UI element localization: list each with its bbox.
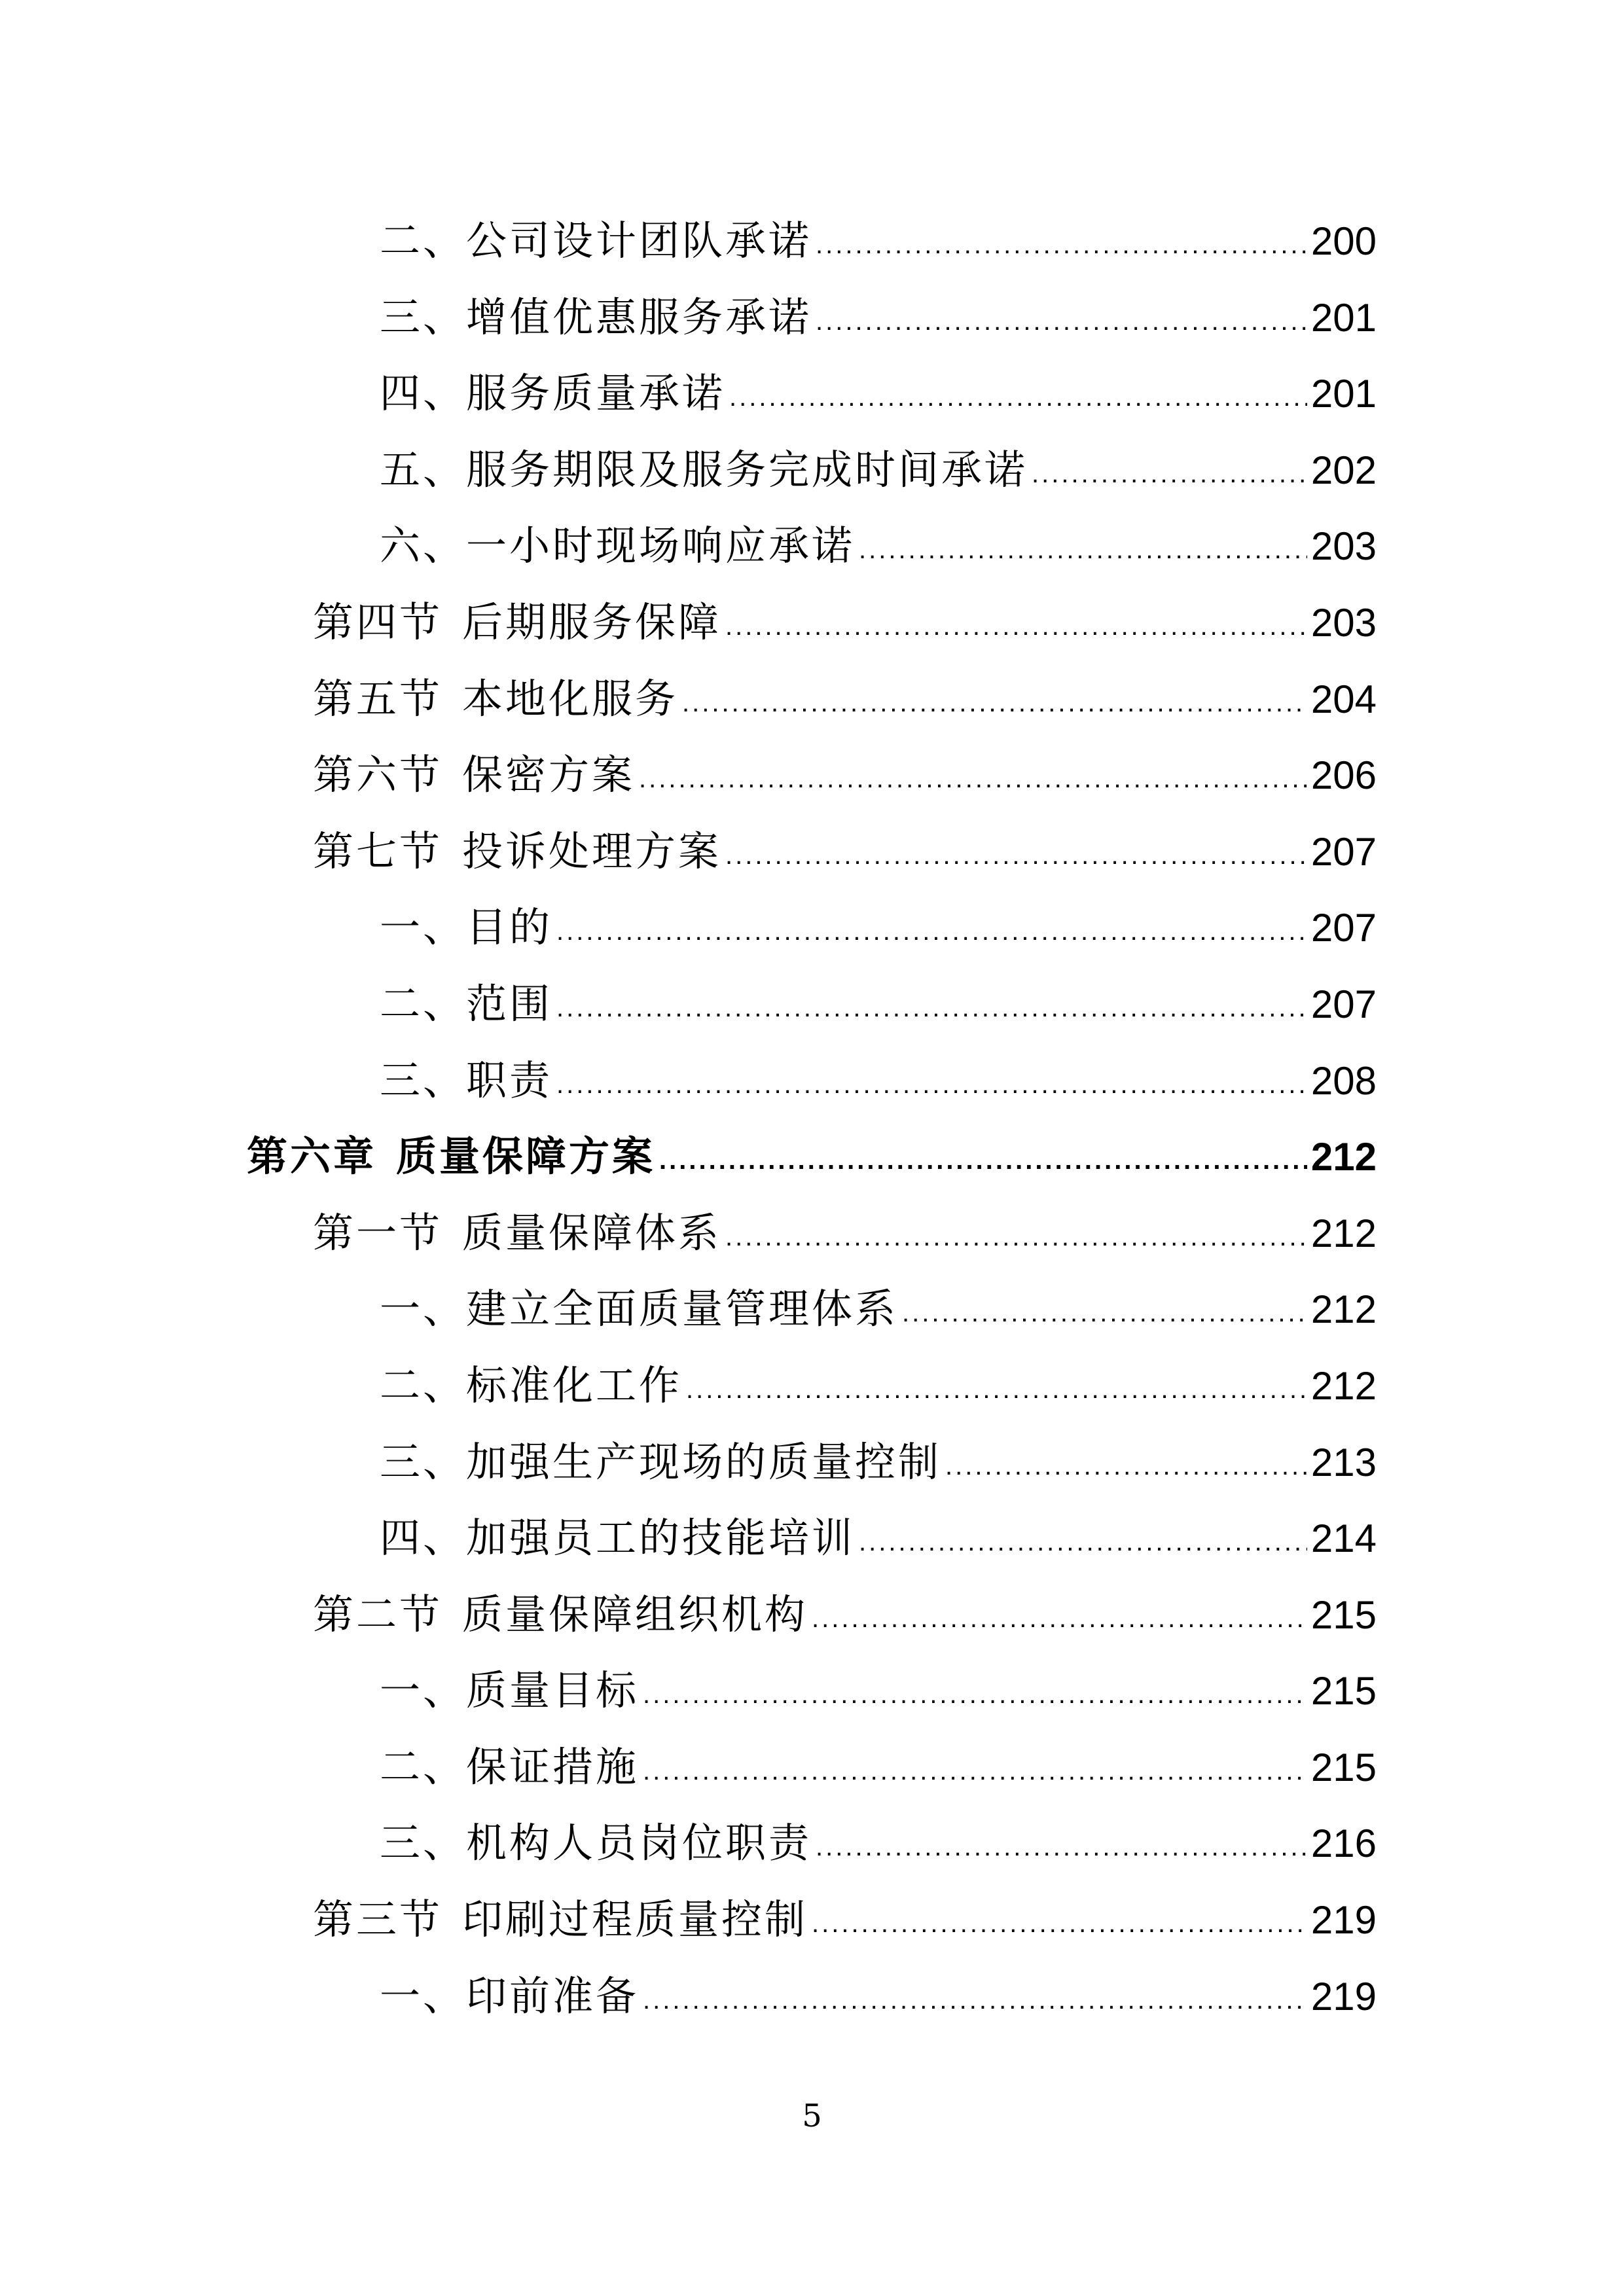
toc-entry-title: 质量保障方案 [396,1132,656,1181]
toc-entry[interactable] [0,1592,1624,1668]
toc-entry-title: 公司设计团队承诺 [466,217,812,264]
toc-entry-title: 机构人员岗位职责 [466,1819,812,1867]
toc-entry-title: 服务质量承诺 [466,369,726,418]
dot-leader [816,1824,1307,1870]
dot-leader [643,1748,1307,1794]
toc-entry-title: 目的 [466,903,553,952]
toc-entry-page: 208 [1310,1058,1377,1103]
toc-entry-page: 214 [1310,1516,1377,1561]
toc-entry-title: 标准化工作 [466,1361,683,1409]
toc-entry-prefix: 第五节 [313,674,443,723]
toc-entry-page: 200 [1310,219,1377,263]
toc-entry-prefix: 二、 [380,1742,467,1791]
toc-entry-title: 保密方案 [462,751,636,799]
toc-entry-title: 一小时现场响应承诺 [466,522,856,570]
page-number: 5 [802,2098,822,2134]
toc-entry-page: 212 [1310,1363,1377,1408]
toc-entry[interactable] [0,370,1624,447]
toc-entry[interactable] [0,1820,1624,1897]
toc-entry-title: 质量保障体系 [462,1208,722,1257]
toc-entry[interactable] [0,1210,1624,1287]
toc-entry-page: 213 [1310,1440,1377,1484]
toc-entry-prefix: 第六节 [313,751,443,799]
toc-entry-title: 服务期限及服务完成时间承诺 [466,445,1028,493]
toc-entry-title: 印刷过程质量控制 [462,1895,808,1944]
toc-entry-title: 后期服务保障 [462,598,722,646]
toc-entry-prefix: 一、 [380,1666,467,1715]
toc-entry-prefix: 一、 [380,903,467,952]
dot-leader [556,908,1307,954]
dot-leader [729,374,1307,420]
dot-leader [643,1672,1307,1717]
toc-entry-title: 加强生产现场的质量控制 [466,1437,942,1486]
toc-entry[interactable] [0,523,1624,600]
toc-entry-prefix: 四、 [380,1514,467,1562]
toc-entry-title: 质量保障组织机构 [462,1590,808,1638]
dot-leader [812,1901,1307,1946]
toc-entry[interactable] [0,1897,1624,1973]
toc-entry-page: 206 [1310,753,1377,798]
dot-leader [639,756,1307,802]
toc-entry-title: 质量目标 [466,1666,640,1715]
toc-entry-prefix: 第一节 [313,1208,443,1257]
toc-entry-prefix: 三、 [380,1819,467,1867]
toc-entry-title: 范围 [466,979,553,1028]
dot-leader [816,222,1307,268]
toc-entry-prefix: 一、 [380,1285,467,1333]
toc-entry[interactable] [0,1744,1624,1821]
toc-entry-prefix: 第六章 [247,1132,377,1181]
toc-entry-prefix: 第四节 [313,598,443,646]
toc-entry-prefix: 三、 [380,293,467,341]
toc-entry[interactable] [0,1515,1624,1592]
toc-entry-page: 215 [1310,1745,1377,1789]
toc-entry-prefix: 第七节 [313,827,443,875]
toc-entry-prefix: 二、 [380,217,467,264]
toc-entry[interactable] [0,1439,1624,1516]
toc-entry[interactable] [0,295,1624,371]
toc-entry-prefix: 一、 [380,1971,467,2020]
toc-entry-title: 加强员工的技能培训 [466,1514,856,1562]
toc-entry[interactable] [0,676,1624,753]
dot-leader [643,1977,1307,2023]
toc-entry-prefix: 三、 [380,1056,467,1104]
toc-entry-title: 本地化服务 [462,674,679,723]
toc-entry[interactable] [0,1058,1624,1134]
dot-leader [812,1596,1307,1641]
toc-entry-page: 201 [1310,295,1377,340]
toc-entry-title: 投诉处理方案 [462,827,722,875]
toc-entry[interactable] [0,981,1624,1058]
dot-leader [556,1062,1307,1107]
dot-leader [725,1214,1307,1260]
dot-leader [859,1519,1307,1565]
toc-entry[interactable] [0,829,1624,905]
toc-entry[interactable] [0,600,1624,676]
toc-entry-title: 建立全面质量管理体系 [466,1285,899,1333]
toc-entry-page: 203 [1310,600,1377,645]
table-of-contents [0,218,1624,2049]
toc-entry[interactable] [0,1363,1624,1439]
toc-entry-title: 保证措施 [466,1742,640,1791]
toc-entry-page: 216 [1310,1821,1377,1866]
toc-entry-prefix: 二、 [380,1361,467,1409]
toc-entry-title: 职责 [466,1056,553,1104]
dot-leader [945,1443,1307,1489]
dot-leader [686,1367,1307,1412]
dot-leader [1032,451,1307,497]
toc-entry-title: 印前准备 [466,1971,640,2020]
toc-entry-page: 207 [1310,982,1377,1026]
toc-entry-page: 212 [1310,1211,1377,1255]
toc-entry-page: 201 [1310,372,1377,416]
toc-entry-page: 207 [1310,906,1377,950]
toc-entry-page: 215 [1310,1669,1377,1713]
toc-entry-page: 215 [1310,1592,1377,1637]
toc-entry-prefix: 三、 [380,1437,467,1486]
toc-entry[interactable] [0,1286,1624,1363]
dot-leader [556,985,1307,1031]
toc-entry-prefix: 六、 [380,522,467,570]
toc-chapter-entry[interactable] [0,1134,1624,1210]
toc-entry-title: 增值优惠服务承诺 [466,293,812,341]
toc-entry-prefix: 第三节 [313,1895,443,1944]
toc-entry[interactable] [0,1973,1624,2050]
toc-entry-page: 207 [1310,829,1377,874]
toc-entry-page: 203 [1310,524,1377,569]
toc-entry[interactable] [0,1668,1624,1744]
toc-entry-page: 212 [1310,1135,1377,1179]
toc-entry-page: 202 [1310,448,1377,492]
toc-entry[interactable] [0,905,1624,981]
dot-leader [725,603,1307,649]
toc-entry[interactable] [0,752,1624,829]
toc-entry-prefix: 第二节 [313,1590,443,1638]
toc-entry-prefix: 四、 [380,369,467,418]
toc-entry[interactable] [0,218,1624,295]
dot-leader [682,680,1307,726]
toc-entry-prefix: 五、 [380,445,467,493]
toc-entry-page: 219 [1310,1898,1377,1943]
toc-entry-page: 204 [1310,677,1377,721]
toc-entry-page: 212 [1310,1287,1377,1332]
toc-entry-page: 219 [1310,1974,1377,2018]
dot-leader [902,1290,1307,1336]
dot-leader [659,1138,1307,1183]
dot-leader [859,527,1307,573]
toc-entry[interactable] [0,447,1624,524]
dot-leader [725,833,1307,878]
toc-entry-prefix: 二、 [380,979,467,1028]
dot-leader [816,298,1307,344]
